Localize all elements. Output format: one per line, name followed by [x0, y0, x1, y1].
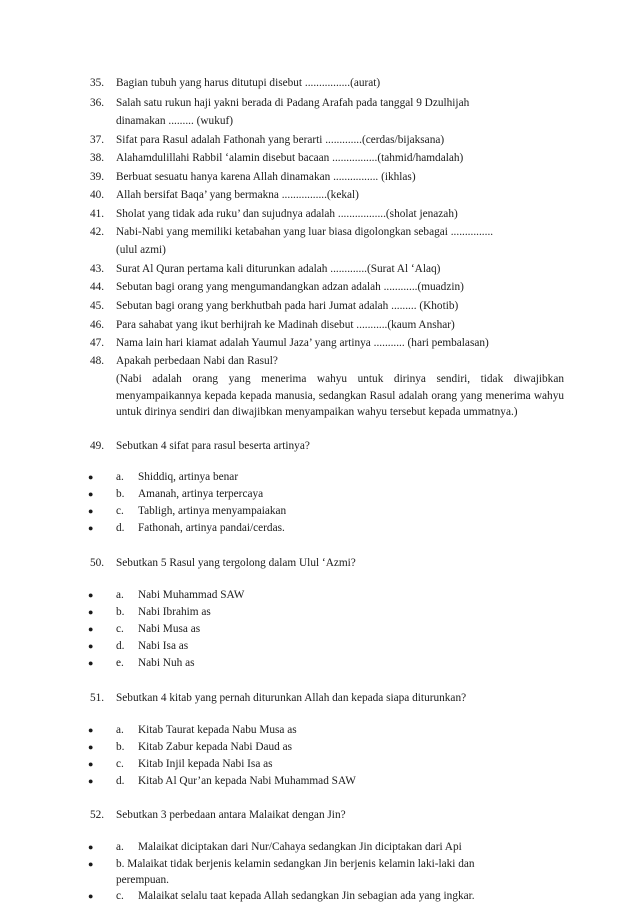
question-42-continuation: (ulul azmi) — [116, 244, 166, 256]
question-text: Sholat yang tidak ada ruku’ dan sujudnya adalah .................(sholat jenazah) — [116, 208, 458, 220]
question-35 — [90, 74, 570, 92]
question-text: Sebutkan 5 Rasul yang tergolong dalam Ulul ‘Azmi? — [116, 557, 356, 569]
question-text: Sebutan bagi orang yang mengumandangkan adzan adalah ............(muadzin) — [116, 281, 464, 293]
question-36-continuation: dinamakan ......... (wukuf) — [116, 115, 234, 127]
question-48-answer: (Nabi adalah orang yang menerima wahyu untuk dirinya sendiri, tidak diwajibkan menyampaikannya kepada kepada manusia, sedangkan Rasul adalah orang yang menerima wahyu untuk dirinya sendiri dan diwajibkan menyampaikan wahyu tersebut kepada ummatnya.) — [116, 373, 564, 418]
list-item: ● d. Fathonah, artinya pandai/cerdas. — [88, 520, 568, 537]
list-item: ● c. Nabi Musa as — [88, 621, 568, 638]
question-text: Salah satu rukun haji yakni berada di Padang Arafah pada tanggal 9 Dzulhijah — [116, 97, 470, 109]
question-text: Para sahabat yang ikut berhijrah ke Madinah disebut ...........(kaum Anshar) — [116, 319, 455, 331]
bullet-icon: ● — [88, 742, 94, 752]
question-number: 51. — [90, 692, 105, 704]
question-text: Bagian tubuh yang harus ditutupi disebut ................(aurat) — [116, 77, 381, 89]
question-number: 45. — [90, 300, 105, 312]
bullet-icon: ● — [88, 472, 94, 482]
question-52 — [90, 806, 570, 824]
list-item: ● c. Tabligh, artinya menyampaiakan — [88, 503, 568, 520]
bullet-icon: ● — [88, 891, 94, 901]
question-number: 50. — [90, 557, 105, 569]
bullet-icon: ● — [88, 776, 94, 786]
question-36 — [90, 94, 570, 112]
question-text: Allah bersifat Baqa’ yang bermakna ................(kekal) — [116, 189, 359, 201]
bullet-icon: ● — [88, 759, 94, 769]
question-number: 37. — [90, 134, 105, 146]
question-37 — [90, 131, 570, 149]
question-number: 46. — [90, 319, 105, 331]
list-item: ● c. Kitab Injil kepada Nabi Isa as — [88, 756, 568, 773]
bullet-icon: ● — [88, 523, 94, 533]
question-number: 42. — [90, 226, 105, 238]
bullet-icon: ● — [88, 506, 94, 516]
question-42 — [90, 223, 570, 241]
question-number: 49. — [90, 440, 105, 452]
bullet-icon: ● — [88, 489, 94, 499]
question-49 — [90, 437, 570, 455]
list-item: ● b. Kitab Zabur kepada Nabi Daud as — [88, 739, 568, 756]
bullet-icon: ● — [88, 641, 94, 651]
question-number: 52. — [90, 809, 105, 821]
question-46 — [90, 316, 570, 334]
question-number: 41. — [90, 208, 105, 220]
question-38 — [90, 149, 570, 167]
list-item: ● a. Shiddiq, artinya benar — [88, 469, 568, 486]
question-number: 44. — [90, 281, 105, 293]
question-48 — [90, 352, 570, 370]
list-item: ● b. Amanah, artinya terpercaya — [88, 486, 568, 503]
list-item: ● b. Nabi Ibrahim as — [88, 604, 568, 621]
question-text: Alahamdulillahi Rabbil ‘alamin disebut bacaan ................(tahmid/hamdalah) — [116, 152, 464, 164]
bullet-icon: ● — [88, 607, 94, 617]
question-44 — [90, 278, 570, 296]
question-text: Sebutkan 4 kitab yang pernah diturunkan Allah dan kepada siapa diturunkan? — [116, 692, 467, 704]
question-number: 47. — [90, 337, 105, 349]
question-39 — [90, 168, 570, 186]
list-item: ● b. Malaikat tidak berjenis kelamin sedangkan Jin berjenis kelamin laki-laki dan — [88, 856, 568, 873]
question-number: 38. — [90, 152, 105, 164]
question-text: Nabi-Nabi yang memiliki ketabahan yang luar biasa digolongkan sebagai ............... — [116, 226, 494, 238]
question-51 — [90, 689, 570, 707]
question-text: Sebutkan 3 perbedaan antara Malaikat dengan Jin? — [116, 809, 346, 821]
question-number: 48. — [90, 355, 105, 367]
bullet-icon: ● — [88, 624, 94, 634]
bullet-icon: ● — [88, 658, 94, 668]
list-item: ● c. Malaikat selalu taat kepada Allah sedangkan Jin sebagian ada yang ingkar. — [88, 888, 568, 905]
question-47 — [90, 334, 570, 352]
list-item: ● d. Nabi Isa as — [88, 638, 568, 655]
bullet-icon: ● — [88, 590, 94, 600]
bullet-icon: ● — [88, 859, 94, 869]
list-item-continuation: perempuan. — [116, 874, 170, 886]
question-text: Berbuat sesuatu hanya karena Allah dinamakan ................ (ikhlas) — [116, 171, 416, 183]
question-text: Sebutkan 4 sifat para rasul beserta artinya? — [116, 440, 310, 452]
question-text: Sebutan bagi orang yang berkhutbah pada hari Jumat adalah ......... (Khotib) — [116, 300, 459, 312]
question-text: Sifat para Rasul adalah Fathonah yang berarti .............(cerdas/bijaksana) — [116, 134, 445, 146]
question-50 — [90, 554, 570, 572]
question-number: 43. — [90, 263, 105, 275]
question-text: Nama lain hari kiamat adalah Yaumul Jaza’ yang artinya ........... (hari pembalasan) — [116, 337, 489, 349]
question-number: 35. — [90, 77, 105, 89]
question-40 — [90, 186, 570, 204]
question-text: Apakah perbedaan Nabi dan Rasul? — [116, 355, 278, 367]
question-number: 40. — [90, 189, 105, 201]
question-41 — [90, 205, 570, 223]
question-number: 36. — [90, 97, 105, 109]
list-item: ● a. Kitab Taurat kepada Nabu Musa as — [88, 722, 568, 739]
list-item: ● a. Nabi Muhammad SAW — [88, 587, 568, 604]
question-45 — [90, 297, 570, 315]
bullet-icon: ● — [88, 842, 94, 852]
list-item: ● a. Malaikat diciptakan dari Nur/Cahaya sedangkan Jin diciptakan dari Api — [88, 839, 568, 856]
question-number: 39. — [90, 171, 105, 183]
bullet-icon: ● — [88, 725, 94, 735]
question-text: Surat Al Quran pertama kali diturunkan adalah .............(Surat Al ‘Alaq) — [116, 263, 441, 275]
list-item: ● d. Kitab Al Qur’an kepada Nabi Muhammad SAW — [88, 773, 568, 790]
list-item: ● e. Nabi Nuh as — [88, 655, 568, 672]
question-43 — [90, 260, 570, 278]
